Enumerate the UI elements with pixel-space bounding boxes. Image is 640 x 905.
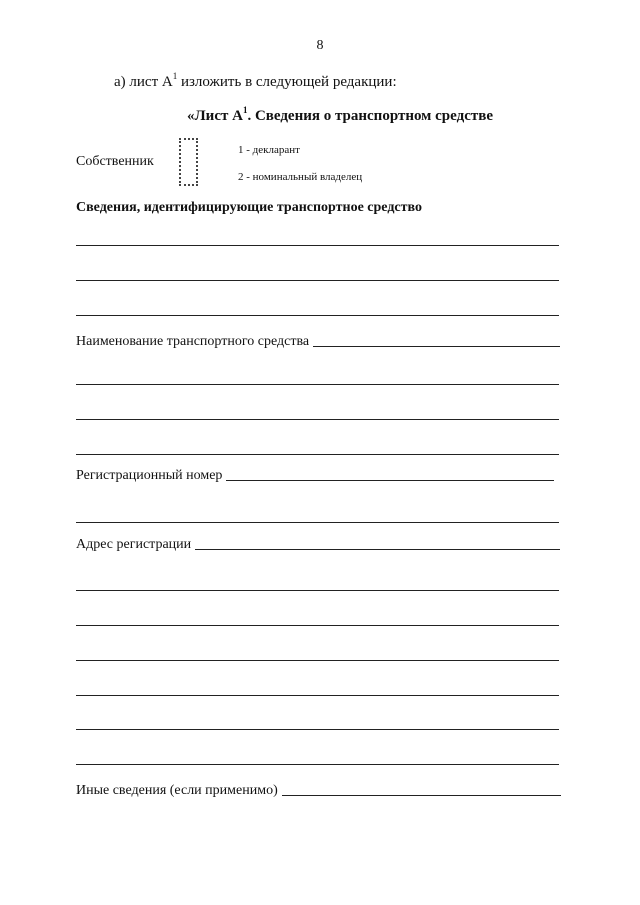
registration-address-line-2[interactable]: [76, 590, 559, 591]
vehicle-name-line-3[interactable]: [76, 419, 559, 420]
registration-number-field: [76, 468, 554, 484]
registration-address-line-4[interactable]: [76, 660, 559, 661]
owner-label: Собственник: [76, 154, 154, 169]
owner-option-declarant: 1 - декларант: [238, 144, 300, 156]
registration-number-input-line[interactable]: [226, 480, 554, 481]
registration-address-label: Адрес регистрации: [76, 537, 192, 552]
vehicle-name-label: Наименование транспортного средства: [76, 334, 310, 349]
owner-option-nominal-owner: 2 - номинальный владелец: [238, 171, 363, 183]
other-info-label: Иные сведения (если применимо): [76, 783, 278, 798]
page-number: 8: [316, 38, 324, 53]
registration-address-line-7[interactable]: [76, 764, 559, 765]
sheet-title: «Лист $А^1$. Сведения о транспортном средстве: [187, 105, 493, 124]
vehicle-name-field: [76, 334, 560, 350]
registration-address-line-6[interactable]: [76, 729, 559, 730]
registration-address-field: [76, 537, 560, 553]
registration-number-line-2[interactable]: [76, 522, 559, 523]
registration-address-line-3[interactable]: [76, 625, 559, 626]
vehicle-name-line-4[interactable]: [76, 454, 559, 455]
vehicle-name-input-line[interactable]: [313, 346, 560, 347]
registration-address-line-5[interactable]: [76, 695, 559, 696]
section-heading: Сведения, идентифицирующие транспортное средство: [76, 200, 422, 215]
other-info-input-line[interactable]: [282, 795, 561, 796]
registration-address-input-line[interactable]: [195, 549, 560, 550]
intro-text: а) лист $А^1$ изложить в следующей редакции:: [114, 71, 397, 90]
identification-line-2[interactable]: [76, 280, 559, 281]
other-info-field: [76, 783, 561, 799]
owner-code-box[interactable]: [179, 138, 198, 186]
identification-line-3[interactable]: [76, 315, 559, 316]
vehicle-name-line-2[interactable]: [76, 384, 559, 385]
identification-line-1[interactable]: [76, 245, 559, 246]
registration-number-label: Регистрационный номер: [76, 468, 223, 483]
